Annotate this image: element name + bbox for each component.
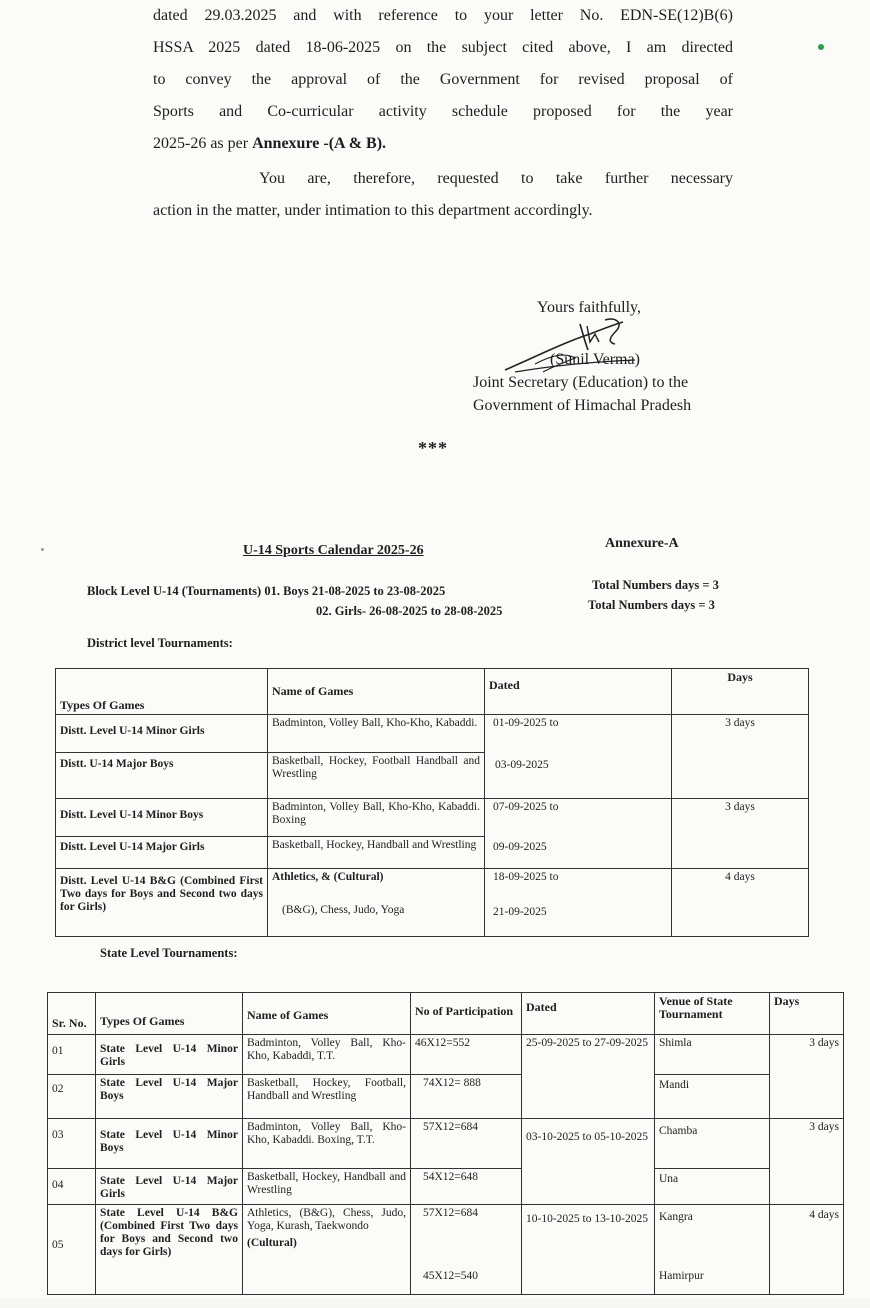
cell-days xyxy=(770,1075,844,1119)
table-row xyxy=(56,869,809,937)
header-name-of-games: Name of Games xyxy=(243,993,411,1035)
header-sr-no: Sr. No. xyxy=(48,993,96,1035)
cell-games: Basketball, Hockey, Football, Handball and Wrestling xyxy=(243,1075,411,1119)
cell-sr: 04 xyxy=(48,1169,96,1205)
header-types-of-games: Types Of Games xyxy=(96,993,243,1035)
cell-dated: 01-09-2025 to xyxy=(485,715,672,753)
green-dot xyxy=(818,44,824,50)
cell-games: Badminton, Volley Ball, Kho-Kho, Kabaddi, T.T. xyxy=(243,1035,411,1075)
calendar-title: U-14 Sports Calendar 2025-26 xyxy=(243,543,424,558)
separator-stars: *** xyxy=(418,438,448,458)
venue-text: Kangra xyxy=(659,1211,693,1223)
letter-line: to convey the approval of the Government for revised proposal of xyxy=(153,71,733,88)
cell-dated: 03-10-2025 to 05-10-2025 xyxy=(522,1119,655,1169)
cell-games: Basketball, Hockey, Handball and Wrestling xyxy=(243,1169,411,1205)
cell-type: Distt. U-14 Major Boys xyxy=(56,753,268,799)
cell-days xyxy=(672,837,809,869)
table-row xyxy=(48,1205,844,1295)
cell-dated: 25-09-2025 to 27-09-2025 xyxy=(522,1035,655,1075)
cell-days: 4 days xyxy=(672,869,809,937)
table-header-row xyxy=(56,669,809,715)
cell-sr: 03 xyxy=(48,1119,96,1169)
table-header-row xyxy=(48,993,844,1035)
letter-body-paragraph xyxy=(153,0,733,160)
header-dated: Dated xyxy=(522,993,655,1035)
cell-games xyxy=(268,869,485,937)
cell-games: Badminton, Volley Ball, Kho-Kho, Kabaddi. Boxing, T.T. xyxy=(243,1119,411,1169)
cell-games: Badminton, Volley Ball, Kho-Kho, Kabaddi. Boxing xyxy=(268,799,485,837)
games-line-2: (B&G), Chess, Judo, Yoga xyxy=(282,904,405,916)
block-level-line-1: Block Level U-14 (Tournaments) 01. Boys 21-08-2025 to 23-08-2025 xyxy=(87,584,446,598)
letter-line: Sports and Co-curricular activity schedule proposed for the year xyxy=(153,103,733,120)
cell-type: State Level U-14 Major Girls xyxy=(96,1169,243,1205)
cell-dated xyxy=(522,1169,655,1205)
cell-dated: 09-09-2025 xyxy=(485,837,672,869)
cell-participation: 54X12=648 xyxy=(411,1169,522,1205)
cell-sr: 01 xyxy=(48,1035,96,1075)
state-heading: State Level Tournaments: xyxy=(100,946,238,960)
games-text: Athletics, (B&G), Chess, Judo, Yoga, Kurash, Taekwondo xyxy=(247,1207,406,1232)
header-venue: Venue of State Tournament xyxy=(655,993,770,1035)
table-row xyxy=(56,715,809,753)
letter-line: HSSA 2025 dated 18-06-2025 on the subject cited above, I am directed xyxy=(153,39,733,56)
table-row xyxy=(56,753,809,799)
table-row xyxy=(48,1075,844,1119)
table-row xyxy=(48,1119,844,1169)
cell-days: 3 days xyxy=(672,799,809,837)
cell-days: 3 days xyxy=(770,1035,844,1075)
bottom-edge xyxy=(0,1298,870,1308)
cell-type: State Level U-14 B&G (Combined First Two days for Boys and Second two days for Girls) xyxy=(96,1205,243,1295)
cell-type: Distt. Level U-14 Major Girls xyxy=(56,837,268,869)
gray-dot xyxy=(41,548,44,551)
cell-games: Badminton, Volley Ball, Kho-Kho, Kabaddi. xyxy=(268,715,485,753)
total-days-1: Total Numbers days = 3 xyxy=(592,578,719,592)
header-types-of-games: Types Of Games xyxy=(56,669,268,715)
district-table xyxy=(55,668,809,937)
cell-participation xyxy=(411,1205,522,1295)
cell-days: 3 days xyxy=(672,715,809,753)
cell-games: Basketball, Hockey, Football Handball and Wrestling xyxy=(268,753,485,799)
cell-type: State Level U-14 Major Boys xyxy=(96,1075,243,1119)
games-extra: (Cultural) xyxy=(247,1237,297,1249)
letter-line: You are, therefore, requested to take further necessary xyxy=(259,170,733,187)
header-no-of-participation: No of Participation xyxy=(411,993,522,1035)
header-name-of-games: Name of Games xyxy=(268,669,485,715)
participation-extra: 45X12=540 xyxy=(423,1270,479,1282)
letter-line: action in the matter, under intimation to this department accordingly. xyxy=(153,202,593,219)
header-dated: Dated xyxy=(485,669,672,715)
cell-days: 3 days xyxy=(770,1119,844,1169)
table-row xyxy=(48,1169,844,1205)
closing: Yours faithfully, xyxy=(537,299,642,316)
games-line-1: Athletics, & (Cultural) xyxy=(272,871,384,883)
cell-dated: 10-10-2025 to 13-10-2025 xyxy=(522,1205,655,1295)
cell-type: State Level U-14 Minor Girls xyxy=(96,1035,243,1075)
signatory-name: (Sunil Verma) xyxy=(550,351,640,368)
cell-days xyxy=(672,753,809,799)
cell-participation: 74X12= 888 xyxy=(411,1075,522,1119)
cell-type: Distt. Level U-14 Minor Boys xyxy=(56,799,268,837)
annexure-reference: Annexure -(A & B). xyxy=(252,135,387,152)
cell-games: Basketball, Hockey, Handball and Wrestling xyxy=(268,837,485,869)
cell-venue xyxy=(655,1205,770,1295)
annexure-label: Annexure-A xyxy=(605,536,679,551)
cell-dated xyxy=(522,1075,655,1119)
cell-type: Distt. Level U-14 B&G (Combined First Two days for Boys and Second two days for Girls) xyxy=(56,869,268,937)
designation-line-1: Joint Secretary (Education) to the xyxy=(473,374,689,391)
letter-line: dated 29.03.2025 and with reference to your letter No. EDN-SE(12)B(6) xyxy=(153,7,733,24)
dated-line-1: 18-09-2025 to xyxy=(493,871,559,883)
venue-extra: Hamirpur xyxy=(659,1270,704,1282)
district-heading: District level Tournaments: xyxy=(87,636,233,650)
header-days: Days xyxy=(770,993,844,1035)
letter-line xyxy=(153,128,733,160)
cell-days xyxy=(770,1169,844,1205)
table-row xyxy=(56,837,809,869)
cell-venue: Shimla xyxy=(655,1035,770,1075)
participation-text: 57X12=684 xyxy=(423,1207,479,1219)
letter-line-text: 2025-26 as per xyxy=(153,135,249,152)
dated-line-2: 21-09-2025 xyxy=(493,906,547,918)
cell-venue: Una xyxy=(655,1169,770,1205)
state-table xyxy=(47,992,844,1295)
cell-venue: Mandi xyxy=(655,1075,770,1119)
table-row xyxy=(48,1035,844,1075)
cell-dated xyxy=(485,869,672,937)
cell-sr: 05 xyxy=(48,1205,96,1295)
total-days-2: Total Numbers days = 3 xyxy=(588,598,715,612)
cell-venue: Chamba xyxy=(655,1119,770,1169)
cell-games xyxy=(243,1205,411,1295)
cell-participation: 46X12=552 xyxy=(411,1035,522,1075)
table-row xyxy=(56,799,809,837)
designation-line-2: Government of Himachal Pradesh xyxy=(473,397,692,414)
cell-sr: 02 xyxy=(48,1075,96,1119)
letter-second-paragraph xyxy=(153,163,733,227)
cell-dated: 03-09-2025 xyxy=(485,753,672,799)
block-level-line-2: 02. Girls- 26-08-2025 to 28-08-2025 xyxy=(316,604,503,618)
cell-dated: 07-09-2025 to xyxy=(485,799,672,837)
cell-type: State Level U-14 Minor Boys xyxy=(96,1119,243,1169)
header-days: Days xyxy=(672,669,809,715)
cell-participation: 57X12=684 xyxy=(411,1119,522,1169)
cell-days: 4 days xyxy=(770,1205,844,1295)
cell-type: Distt. Level U-14 Minor Girls xyxy=(56,715,268,753)
